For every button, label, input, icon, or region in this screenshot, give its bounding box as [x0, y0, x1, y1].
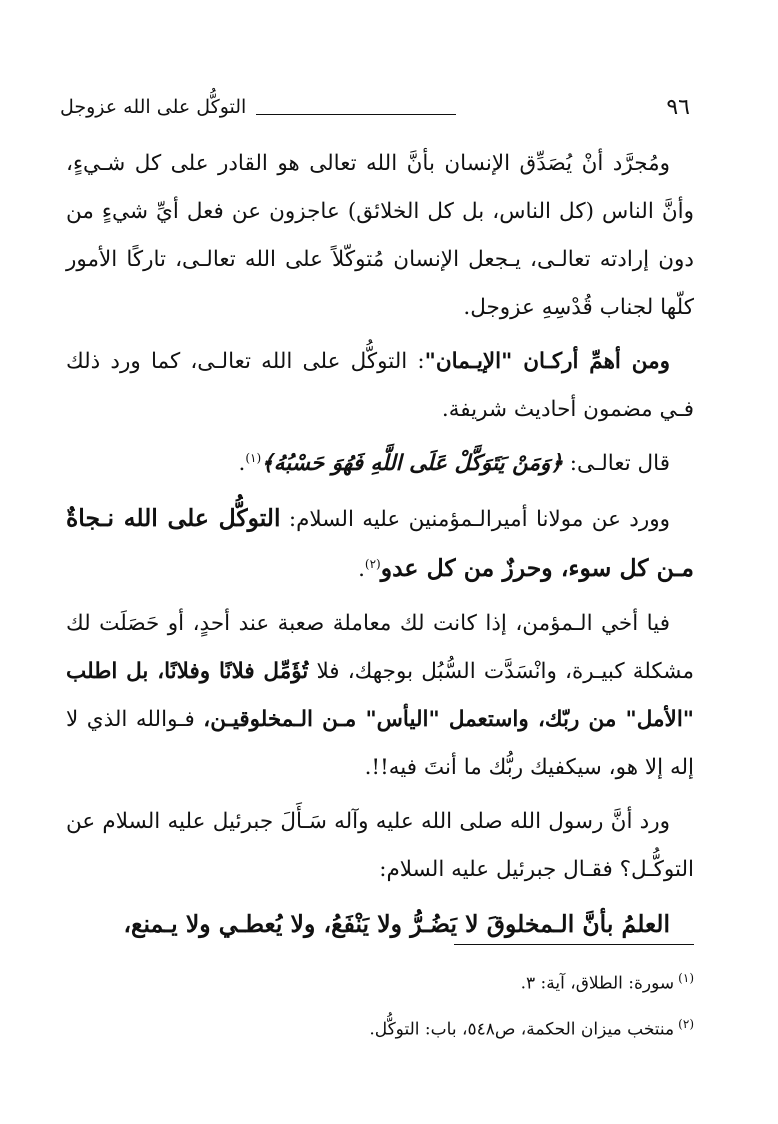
footnote-1-mark: (١)	[678, 971, 694, 985]
paragraph-5-text-a: فيا أخي الـمؤمن، إذا كانت لك معاملة صعبة عند أحدٍ، أو حَصَلَت لك مشكلة كبيـرة، وانْسَدَّت السُّبُل بوجهك، فلا	[66, 611, 694, 684]
jibril-quote: العلمُ بأنَّ الـمخلوقَ لا يَضُـرُّ ولا يَنْفَعُ، ولا يُعطـي ولا يـمنع،	[123, 910, 670, 938]
footnote-ref-1: (١)	[245, 450, 262, 465]
paragraph-3-lead: قال تعالـى:	[562, 451, 670, 476]
running-title: التوكُّل على الله عزوجل	[60, 96, 247, 118]
footnote-2-text: منتخب ميزان الحكمة، ص٥٤٨، باب: التوكُّل.	[369, 1019, 675, 1040]
paragraph-3	[66, 440, 694, 488]
hadith-quote: التوكُّل على الله نـجاةٌ مـن كل سوء، وحرزٌ من كل عدو	[66, 504, 694, 582]
footnote-1-text: سورة: الطلاق، آية: ٣.	[520, 973, 675, 994]
paragraph-4-tail: .	[358, 557, 365, 582]
paragraph-1-text: ومُجرَّد أنْ يُصَدِّق الإنسان بأنَّ الله تعالى هو القادر على كل شـيءٍ، وأنَّ الناس (كل الناس، بل كل الخلائق) عاجزون عن فعل أيِّ شيءٍ من دون إرادته تعالـى، يـجعل الإنسان مُتوكّلاً على الله تعالـى، تاركًا الأمور كلّها لجناب قُدْسِهِ عزوجل.	[66, 151, 694, 320]
paragraph-4-lead: وورد عن مولانا أميرالـمؤمنين عليه السلام:	[280, 507, 670, 532]
footnotes	[66, 958, 694, 1049]
footnote-2	[66, 1004, 694, 1050]
paragraph-7	[66, 900, 694, 950]
paragraph-3-tail: .	[238, 451, 246, 476]
paragraph-5-text-b: فـوالله الذي لا إله إلا هو، سيكفيك ربُّك ما أنتَ فيه!!.	[66, 707, 694, 780]
paragraph-6-text: ورد أنَّ رسول الله صلى الله عليه وآله سَـأَلَ جبرئيل عليه السلام عن التوكُّـل؟ فقـال جبرئيل عليه السلام:	[66, 809, 694, 882]
paragraph-2	[66, 338, 694, 434]
header-rule	[256, 114, 456, 115]
paragraph-4	[66, 494, 694, 594]
paragraph-2-bold-lead: ومن أهمِّ أركـان "الإيـمان"	[424, 349, 671, 374]
quran-verse: ﴿وَمَنْ يَتَوَكَّلْ عَلَى اللَّهِ فَهُوَ حَسْبُهُ﴾	[261, 451, 563, 476]
body-text	[66, 140, 694, 950]
paragraph-2-text: : التوكُّل على الله تعالـى، كما ورد ذلك فـي مضمون أحاديث شريفة.	[66, 349, 694, 422]
page-header	[60, 92, 690, 122]
footnote-ref-2: (٢)	[364, 556, 381, 571]
footnote-2-mark: (٢)	[678, 1016, 694, 1031]
paragraph-1	[66, 140, 694, 332]
paragraph-6	[66, 798, 694, 894]
paragraph-5	[66, 600, 694, 792]
page-number: ٩٦	[666, 94, 690, 120]
running-title-group	[60, 96, 456, 118]
footnote-rule	[454, 944, 694, 945]
footnote-1	[66, 958, 694, 1004]
paragraph-5-bold: تُؤَمِّل فلانًا وفلانًا، بل اطلب "الأمل" من ربّك، واستعمل "اليأس" مـن الـمخلوقيـن،	[66, 659, 694, 732]
